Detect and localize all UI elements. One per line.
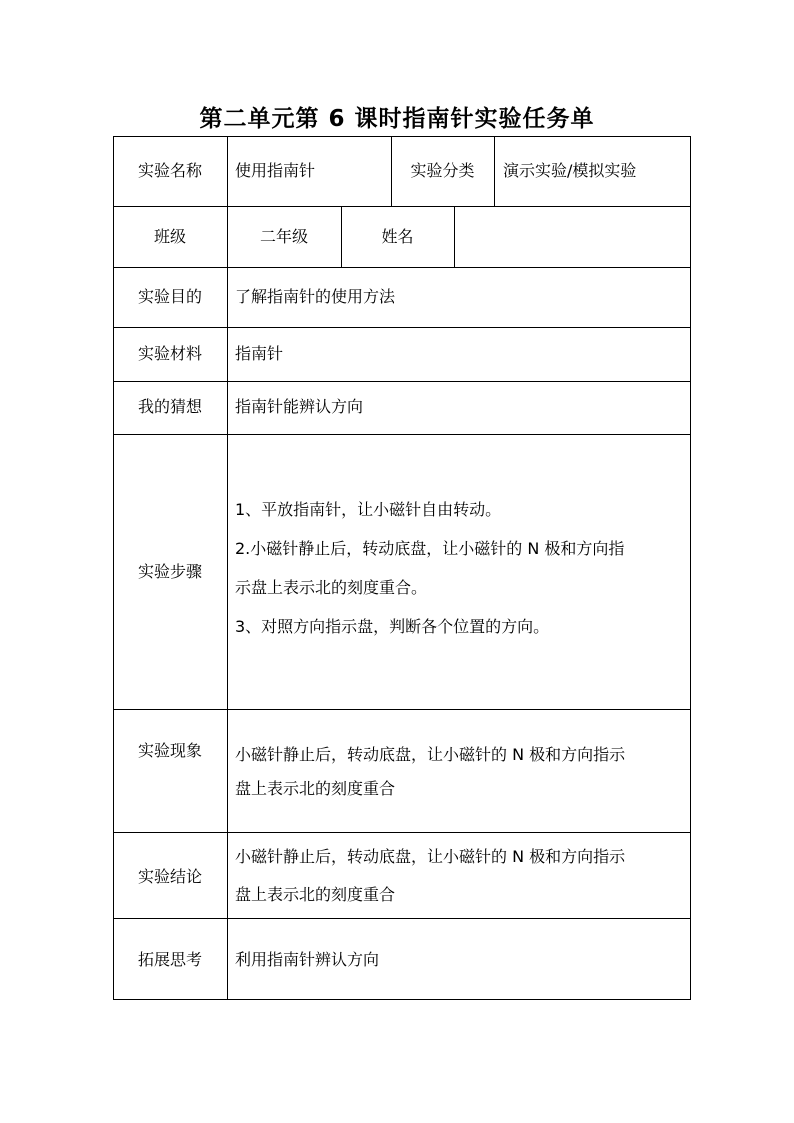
- class-value: 二年级: [259, 227, 308, 246]
- phenomenon-line: 盘上表示北的刻度重合: [235, 779, 396, 798]
- category-value: 演示实验/模拟实验: [503, 161, 637, 180]
- phenomenon-content: [235, 738, 625, 806]
- guess-label: 我的猜想: [137, 397, 202, 416]
- conclusion-label: 实验结论: [137, 867, 202, 886]
- row-divider: [113, 327, 691, 328]
- extension-label: 拓展思考: [137, 950, 202, 969]
- steps-label: 实验步骤: [137, 562, 202, 581]
- page-title: 第二单元第 6 课时指南针实验任务单: [199, 106, 595, 132]
- table-border-right: [690, 136, 691, 1000]
- phenomenon-line: 小磁针静止后，转动底盘，让小磁针的 N 极和方向指示: [235, 745, 626, 764]
- row-divider: [113, 206, 691, 207]
- row-divider: [113, 918, 691, 919]
- step-line: 3、对照方向指示盘，判断各个位置的方向。: [235, 617, 550, 636]
- column-divider: [494, 136, 495, 207]
- name-label: 实验名称: [137, 161, 202, 180]
- steps-content: [235, 502, 624, 646]
- step-line: 1、平放指南针，让小磁针自由转动。: [235, 500, 502, 519]
- row-divider: [113, 434, 691, 435]
- class-label: 班级: [153, 227, 186, 246]
- guess-value: 指南针能辨认方向: [235, 397, 364, 416]
- materials-label: 实验材料: [137, 344, 202, 363]
- phenomenon-label: 实验现象: [137, 741, 202, 760]
- purpose-value: 了解指南针的使用方法: [235, 287, 396, 306]
- conclusion-content: [235, 838, 625, 914]
- purpose-label: 实验目的: [137, 287, 202, 306]
- table-border-bottom: [113, 999, 691, 1000]
- step-line: 2.小磁针静止后，转动底盘，让小磁针的 N 极和方向指: [235, 539, 625, 558]
- materials-value: 指南针: [235, 344, 284, 363]
- row-divider: [113, 381, 691, 382]
- step-line: 示盘上表示北的刻度重合。: [235, 578, 428, 597]
- row-divider: [113, 832, 691, 833]
- name-value: 使用指南针: [235, 161, 316, 180]
- row-divider: [113, 709, 691, 710]
- row-divider: [113, 267, 691, 268]
- category-label: 实验分类: [410, 161, 475, 180]
- student-name-label: 姓名: [381, 227, 414, 246]
- extension-value: 利用指南针辨认方向: [235, 950, 380, 969]
- conclusion-line: 小磁针静止后，转动底盘，让小磁针的 N 极和方向指示: [235, 847, 626, 866]
- label-column-divider: [227, 136, 228, 1000]
- column-divider: [454, 206, 455, 268]
- conclusion-line: 盘上表示北的刻度重合: [235, 885, 396, 904]
- table-border-top: [113, 136, 691, 137]
